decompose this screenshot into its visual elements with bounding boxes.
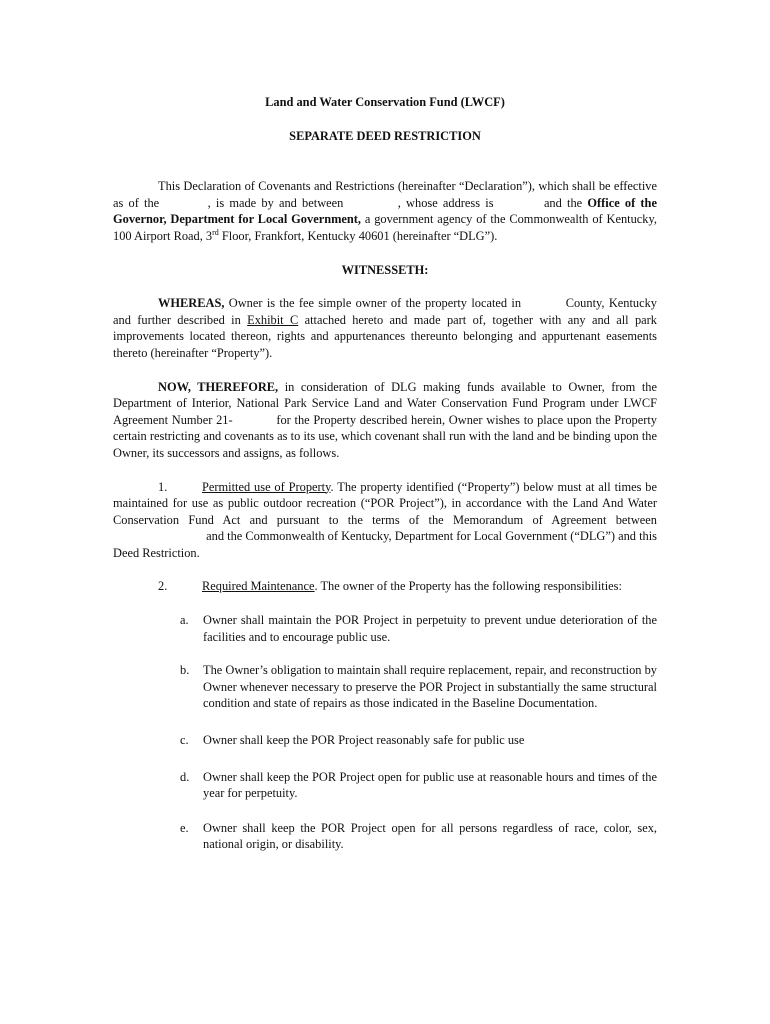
section-2-text: . The owner of the Property has the following responsibilities: bbox=[314, 579, 622, 594]
whereas-paragraph bbox=[113, 295, 657, 361]
list-item-letter: d. bbox=[180, 769, 190, 784]
list-item-text: Owner shall keep the POR Project reasonably safe for public use bbox=[203, 733, 525, 748]
exhibit-c-reference: Exhibit C bbox=[247, 312, 299, 327]
list-item-text: The Owner’s obligation to maintain shall require replacement, repair, and reconstruction by Owner whenever necessary to preserve the POR Project in substantially the same structural condition and state of repairs as those indicated in the Baseline Documentation. bbox=[203, 663, 657, 711]
intro-text-5: a government agency of the Commonwealth of Kentucky, 100 Airport Road, 3 bbox=[113, 212, 657, 243]
witnesseth-heading: WITNESSETH: bbox=[341, 262, 429, 277]
list-item-letter: b. bbox=[180, 663, 190, 678]
list-item-letter: a. bbox=[180, 613, 189, 628]
whereas-text-2: County, Kentucky and further described in bbox=[113, 296, 657, 327]
now-therefore-paragraph bbox=[113, 379, 657, 462]
intro-text-6: Floor, Frankfort, Kentucky 40601 (hereinafter “DLG”). bbox=[221, 228, 498, 243]
intro-text-3: , whose address is bbox=[397, 195, 494, 210]
intro-paragraph bbox=[113, 178, 657, 244]
section-1-text-2: and the Commonwealth of Kentucky, Department for Local Government (“DLG”) and this Deed Restriction. bbox=[113, 529, 657, 560]
agency-name: Office of the Governor, Department for Local Government, bbox=[113, 195, 657, 227]
section-1-paragraph bbox=[113, 479, 657, 562]
document-title: Land and Water Conservation Fund (LWCF) bbox=[265, 95, 505, 109]
section-1-text-1: . The property identified (“Property”) below must at all times be maintained for use as public outdoor recreation (“POR Project”), in accordance with the Land And Water Conservation Fund Act and pursuant to the terms of the Memorandum of Agreement between bbox=[113, 479, 657, 527]
whereas-lead: WHEREAS, bbox=[158, 296, 225, 311]
ordinal-superscript: rd bbox=[212, 227, 219, 237]
list-item-text: Owner shall keep the POR Project open for all persons regardless of race, color, sex, national origin, or disability. bbox=[203, 820, 657, 852]
list-item-letter: c. bbox=[180, 733, 189, 748]
section-2-number: 2. bbox=[158, 579, 168, 594]
section-1-number: 1. bbox=[158, 479, 168, 494]
now-therefore-lead: NOW, THEREFORE, bbox=[158, 379, 279, 394]
responsibilities-list bbox=[179, 612, 657, 853]
list-item-letter: e. bbox=[180, 820, 189, 835]
whereas-text-1: Owner is the fee simple owner of the property located in bbox=[228, 296, 522, 311]
intro-text-2: , is made by and between bbox=[207, 195, 344, 210]
now-therefore-text-2: for the Property described herein, Owner wishes to place upon the Property certain restricting and covenants as to its use, which covenant shall run with the land and be binding upon the Owner, its successors and assigns, as follows. bbox=[113, 412, 657, 460]
section-2-paragraph bbox=[113, 578, 657, 595]
list-item bbox=[179, 612, 657, 645]
intro-text-1: This Declaration of Covenants and Restrictions (hereinafter “Declaration”), which shall be effective as of the bbox=[113, 179, 657, 210]
intro-text-4: and the bbox=[543, 195, 583, 210]
list-item bbox=[179, 732, 657, 749]
whereas-text-3: attached hereto and made part of, together with any and all park improvements located thereon, rights and appurtenances thereunto belonging and appurtenant easements thereto (hereinafter “Property”). bbox=[113, 312, 657, 360]
document-subtitle: SEPARATE DEED RESTRICTION bbox=[289, 128, 481, 143]
section-2-heading: Required Maintenance bbox=[202, 579, 315, 594]
section-1-heading: Permitted use of Property bbox=[202, 479, 331, 494]
document-page bbox=[113, 94, 657, 853]
list-item-text: Owner shall maintain the POR Project in perpetuity to prevent undue deterioration of the facilities and to encourage public use. bbox=[203, 613, 657, 644]
list-item bbox=[179, 662, 657, 712]
now-therefore-text-1: in consideration of DLG making funds available to Owner, from the Department of Interior, National Park Service Land and Water Conservation Fund Program under LWCF Agreement Number 21- bbox=[113, 379, 657, 427]
list-item-text: Owner shall keep the POR Project open for public use at reasonable hours and times of the year for perpetuity. bbox=[203, 769, 657, 801]
list-item bbox=[179, 820, 657, 853]
list-item bbox=[179, 769, 657, 802]
